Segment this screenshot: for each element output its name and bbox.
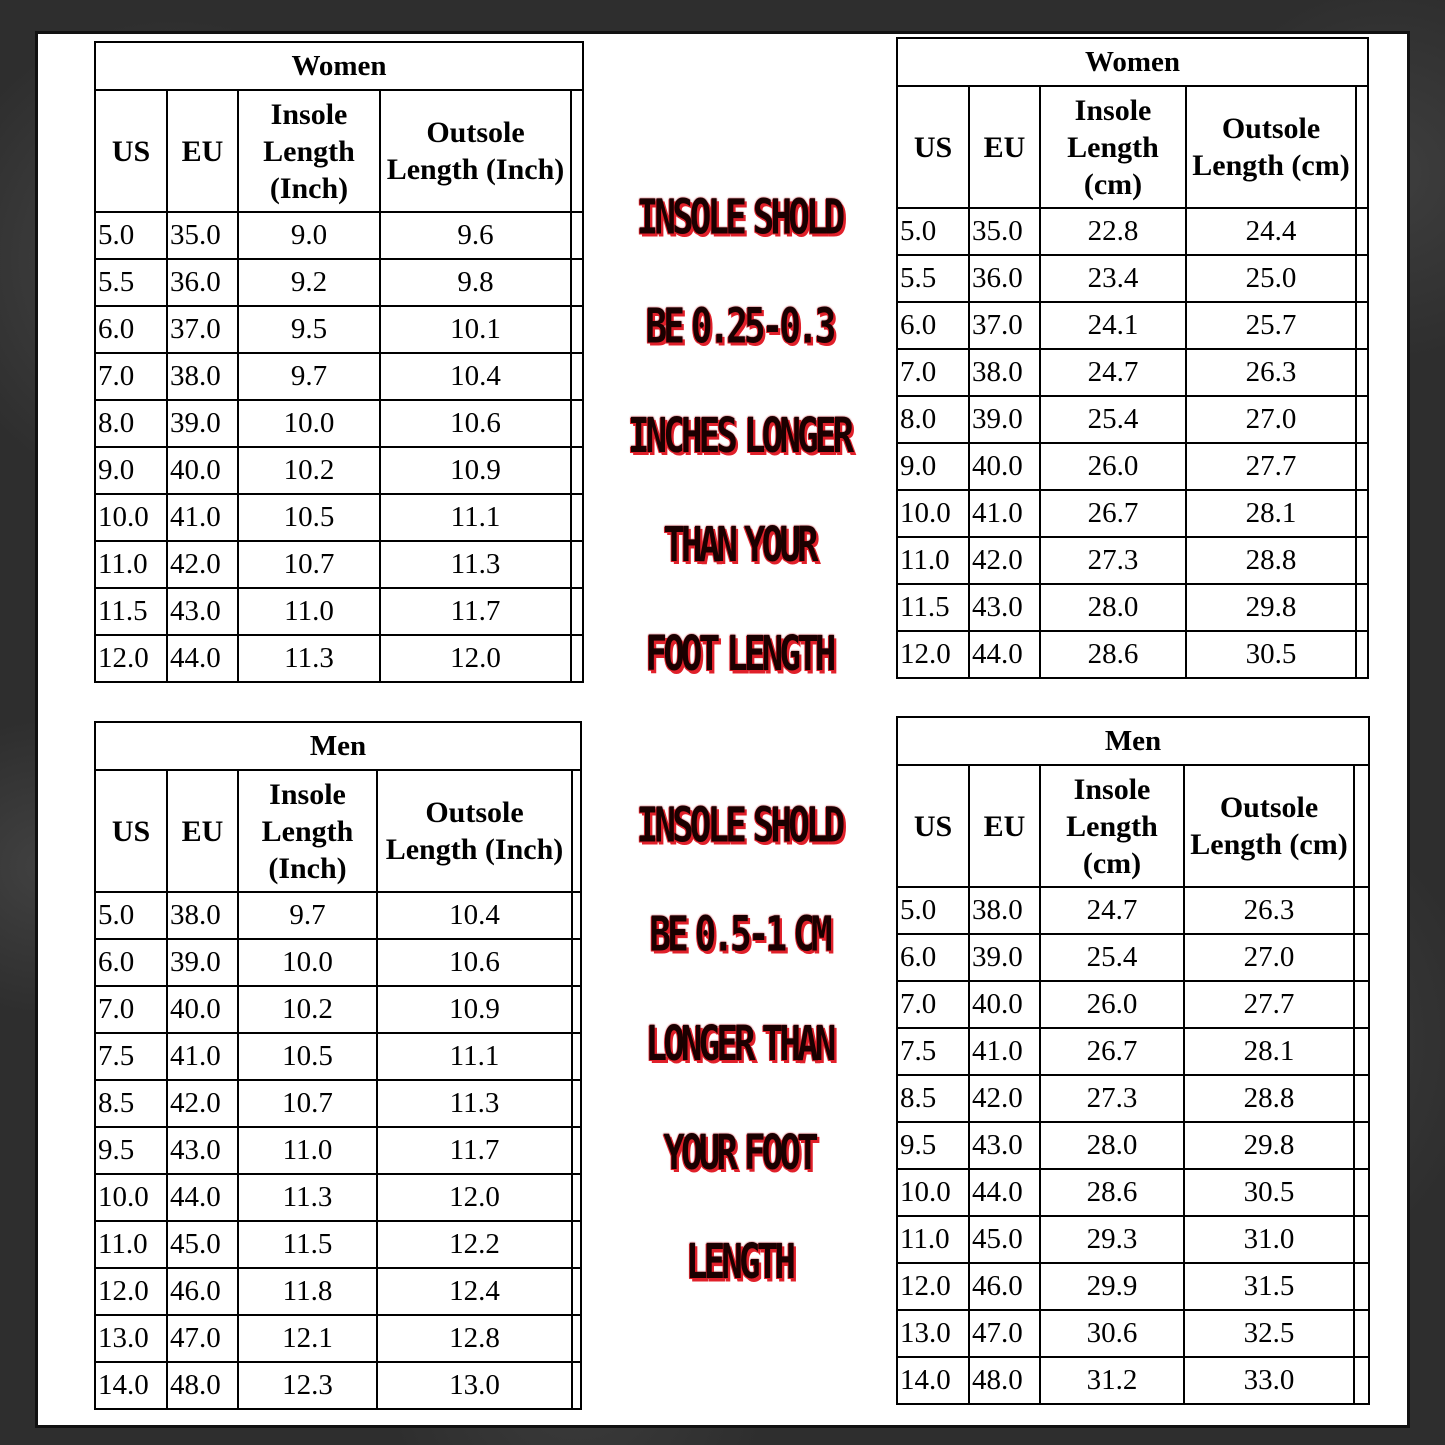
cell-outsole-length: 10.6: [380, 400, 571, 447]
table-row: [95, 635, 583, 682]
table-row: [897, 349, 1368, 396]
table-edge-cell: [1354, 1310, 1369, 1357]
table-row: [897, 1028, 1369, 1075]
cell-us-size: 11.5: [95, 588, 167, 635]
cell-insole-length: 27.3: [1040, 537, 1186, 584]
table-row: [95, 1080, 581, 1127]
cell-eu-size: 39.0: [167, 400, 238, 447]
table-row: [95, 447, 583, 494]
cell-us-size: 5.5: [897, 255, 969, 302]
cell-insole-length: 28.0: [1040, 584, 1186, 631]
cell-insole-length: 10.2: [238, 986, 377, 1033]
cell-us-size: 6.0: [897, 934, 969, 981]
cell-outsole-length: 27.0: [1184, 934, 1354, 981]
header-insole-length: Insole Length (Inch): [238, 770, 377, 892]
cell-us-size: 10.0: [95, 494, 167, 541]
cell-insole-length: 26.0: [1040, 981, 1184, 1028]
cell-outsole-length: 27.7: [1186, 443, 1356, 490]
header-outsole-length: Outsole Length (Inch): [380, 90, 571, 212]
cell-eu-size: 42.0: [167, 541, 238, 588]
cell-insole-length: 24.7: [1040, 349, 1186, 396]
table-edge-cell: [1356, 490, 1368, 537]
cell-us-size: 10.0: [897, 1169, 969, 1216]
cell-outsole-length: 11.7: [380, 588, 571, 635]
cell-eu-size: 44.0: [167, 1174, 238, 1221]
cell-us-size: 7.0: [897, 981, 969, 1028]
cell-insole-length: 10.5: [238, 494, 380, 541]
cell-insole-length: 30.6: [1040, 1310, 1184, 1357]
header-insole-length: Insole Length (Inch): [238, 90, 380, 212]
table-row: [95, 541, 583, 588]
cell-us-size: 9.0: [897, 443, 969, 490]
table-edge-column: [1354, 765, 1369, 887]
cell-insole-length: 29.9: [1040, 1263, 1184, 1310]
cell-insole-length: 12.1: [238, 1315, 377, 1362]
table-edge-cell: [1354, 1169, 1369, 1216]
cell-eu-size: 39.0: [969, 934, 1040, 981]
table-edge-cell: [1354, 1028, 1369, 1075]
cell-insole-length: 10.7: [238, 1080, 377, 1127]
table-edge-cell: [571, 494, 583, 541]
cell-eu-size: 41.0: [969, 1028, 1040, 1075]
cell-outsole-length: 10.9: [377, 986, 572, 1033]
cell-eu-size: 46.0: [969, 1263, 1040, 1310]
note-line: LENGTH: [685, 1233, 793, 1290]
note-line: BE 0.5-1 CM: [649, 905, 829, 963]
cell-us-size: 13.0: [95, 1315, 167, 1362]
note-line: INCHES LONGER: [627, 406, 851, 464]
table-row: [897, 255, 1368, 302]
cell-outsole-length: 28.1: [1184, 1028, 1354, 1075]
cell-us-size: 14.0: [95, 1362, 167, 1409]
table-edge-cell: [1356, 631, 1368, 678]
cell-eu-size: 46.0: [167, 1268, 238, 1315]
cell-eu-size: 35.0: [167, 212, 238, 259]
cell-eu-size: 48.0: [167, 1362, 238, 1409]
cell-us-size: 12.0: [95, 1268, 167, 1315]
cell-insole-length: 25.4: [1040, 396, 1186, 443]
table-row: [897, 1310, 1369, 1357]
table-edge-cell: [571, 541, 583, 588]
cell-insole-length: 28.6: [1040, 1169, 1184, 1216]
cell-us-size: 7.5: [897, 1028, 969, 1075]
cell-outsole-length: 13.0: [377, 1362, 572, 1409]
table-edge-cell: [1356, 537, 1368, 584]
cell-us-size: 11.0: [897, 537, 969, 584]
table-edge-column: [572, 770, 581, 892]
cell-outsole-length: 10.9: [380, 447, 571, 494]
table-row: [897, 934, 1369, 981]
cell-us-size: 13.0: [897, 1310, 969, 1357]
table-edge-cell: [571, 353, 583, 400]
cell-us-size: 5.5: [95, 259, 167, 306]
cell-us-size: 8.5: [95, 1080, 167, 1127]
table-edge-cell: [572, 1362, 581, 1409]
cell-outsole-length: 27.7: [1184, 981, 1354, 1028]
cell-outsole-length: 9.6: [380, 212, 571, 259]
table-edge-cell: [1356, 584, 1368, 631]
table-edge-cell: [572, 1221, 581, 1268]
cell-outsole-length: 10.1: [380, 306, 571, 353]
header-us: US: [897, 86, 969, 208]
cell-outsole-length: 12.8: [377, 1315, 572, 1362]
cell-eu-size: 44.0: [167, 635, 238, 682]
cell-insole-length: 9.2: [238, 259, 380, 306]
inch-fit-note: [622, 162, 856, 708]
cell-insole-length: 26.7: [1040, 490, 1186, 537]
cell-eu-size: 43.0: [969, 1122, 1040, 1169]
cell-outsole-length: 29.8: [1184, 1122, 1354, 1169]
cell-outsole-length: 11.1: [380, 494, 571, 541]
cell-outsole-length: 28.8: [1186, 537, 1356, 584]
cell-insole-length: 10.0: [238, 400, 380, 447]
cell-us-size: 7.0: [95, 353, 167, 400]
table-edge-cell: [571, 400, 583, 447]
cell-eu-size: 42.0: [969, 537, 1040, 584]
table-row: [95, 1221, 581, 1268]
cell-outsole-length: 31.0: [1184, 1216, 1354, 1263]
header-insole-length: Insole Length (cm): [1040, 765, 1184, 887]
cell-outsole-length: 28.1: [1186, 490, 1356, 537]
cell-outsole-length: 28.8: [1184, 1075, 1354, 1122]
header-eu: EU: [167, 90, 238, 212]
table-row: [897, 1169, 1369, 1216]
table-edge-cell: [1356, 396, 1368, 443]
cell-insole-length: 24.1: [1040, 302, 1186, 349]
cell-insole-length: 29.3: [1040, 1216, 1184, 1263]
note-line: LONGER THAN: [645, 1014, 833, 1072]
cell-insole-length: 9.7: [238, 353, 380, 400]
cell-insole-length: 25.4: [1040, 934, 1184, 981]
women-inch-size-table: [94, 41, 584, 683]
table-title: Men: [95, 722, 581, 770]
table-edge-cell: [1354, 1075, 1369, 1122]
table-row: [95, 1315, 581, 1362]
table-edge-cell: [572, 1033, 581, 1080]
table-row: [95, 939, 581, 986]
women-cm-size-table: [896, 37, 1369, 679]
table-row: [897, 631, 1368, 678]
cell-outsole-length: 30.5: [1186, 631, 1356, 678]
cell-outsole-length: 29.8: [1186, 584, 1356, 631]
cell-insole-length: 10.7: [238, 541, 380, 588]
cell-outsole-length: 32.5: [1184, 1310, 1354, 1357]
note-line: INSOLE SHOLD: [636, 188, 842, 245]
header-us: US: [897, 765, 969, 887]
cell-outsole-length: 24.4: [1186, 208, 1356, 255]
table-title: Women: [95, 42, 583, 90]
cell-outsole-length: 11.7: [377, 1127, 572, 1174]
cell-us-size: 14.0: [897, 1357, 969, 1404]
table-row: [95, 212, 583, 259]
cell-eu-size: 38.0: [969, 887, 1040, 934]
cell-eu-size: 39.0: [167, 939, 238, 986]
cell-eu-size: 37.0: [167, 306, 238, 353]
cm-fit-note: [622, 770, 856, 1316]
table-edge-cell: [1354, 1263, 1369, 1310]
cell-eu-size: 35.0: [969, 208, 1040, 255]
table-body: [95, 212, 583, 682]
table-edge-cell: [572, 1174, 581, 1221]
table-edge-cell: [572, 1268, 581, 1315]
cell-us-size: 8.0: [897, 396, 969, 443]
cell-eu-size: 44.0: [969, 631, 1040, 678]
table-edge-cell: [571, 306, 583, 353]
cell-us-size: 5.0: [897, 887, 969, 934]
cell-us-size: 10.0: [897, 490, 969, 537]
table-edge-cell: [1354, 1216, 1369, 1263]
cell-insole-length: 11.0: [238, 1127, 377, 1174]
cell-eu-size: 41.0: [167, 494, 238, 541]
table-row: [897, 537, 1368, 584]
cell-outsole-length: 11.1: [377, 1033, 572, 1080]
cell-insole-length: 11.0: [238, 588, 380, 635]
cell-outsole-length: 26.3: [1186, 349, 1356, 396]
cell-eu-size: 47.0: [167, 1315, 238, 1362]
table-body: [897, 208, 1368, 678]
note-line: FOOT LENGTH: [645, 625, 833, 682]
table-edge-cell: [1356, 443, 1368, 490]
table-edge-cell: [571, 259, 583, 306]
table-row: [95, 892, 581, 939]
note-line: YOUR FOOT: [663, 1123, 815, 1181]
table-edge-cell: [1356, 255, 1368, 302]
cell-eu-size: 47.0: [969, 1310, 1040, 1357]
cell-insole-length: 10.5: [238, 1033, 377, 1080]
table-row: [897, 1357, 1369, 1404]
note-line: BE 0.25-0.3: [645, 297, 833, 355]
note-line: THAN YOUR: [663, 515, 815, 573]
table-row: [897, 1122, 1369, 1169]
cell-eu-size: 39.0: [969, 396, 1040, 443]
table-edge-column: [571, 90, 583, 212]
table-edge-cell: [571, 447, 583, 494]
table-row: [897, 443, 1368, 490]
table-row: [897, 1263, 1369, 1310]
cell-us-size: 10.0: [95, 1174, 167, 1221]
header-outsole-length: Outsole Length (cm): [1184, 765, 1354, 887]
cell-outsole-length: 11.3: [380, 541, 571, 588]
header-eu: EU: [167, 770, 238, 892]
cell-eu-size: 41.0: [969, 490, 1040, 537]
cell-outsole-length: 10.6: [377, 939, 572, 986]
table-edge-cell: [571, 635, 583, 682]
table-edge-cell: [1354, 1357, 1369, 1404]
cell-outsole-length: 33.0: [1184, 1357, 1354, 1404]
cell-outsole-length: 12.0: [380, 635, 571, 682]
cell-us-size: 6.0: [95, 939, 167, 986]
header-outsole-length: Outsole Length (cm): [1186, 86, 1356, 208]
table-edge-cell: [1354, 887, 1369, 934]
table-row: [897, 584, 1368, 631]
cell-insole-length: 28.0: [1040, 1122, 1184, 1169]
header-us: US: [95, 90, 167, 212]
table-row: [95, 306, 583, 353]
cell-insole-length: 23.4: [1040, 255, 1186, 302]
cell-eu-size: 38.0: [969, 349, 1040, 396]
cell-insole-length: 22.8: [1040, 208, 1186, 255]
table-row: [95, 400, 583, 447]
table-edge-cell: [572, 1080, 581, 1127]
table-edge-cell: [1356, 208, 1368, 255]
table-body: [897, 887, 1369, 1404]
table-title: Men: [897, 717, 1369, 765]
note-line: INSOLE SHOLD: [636, 796, 842, 853]
cell-eu-size: 40.0: [969, 981, 1040, 1028]
table-row: [95, 259, 583, 306]
table-row: [897, 396, 1368, 443]
cell-us-size: 7.0: [95, 986, 167, 1033]
cell-eu-size: 43.0: [969, 584, 1040, 631]
cell-eu-size: 41.0: [167, 1033, 238, 1080]
cell-outsole-length: 26.3: [1184, 887, 1354, 934]
cell-insole-length: 12.3: [238, 1362, 377, 1409]
table-row: [897, 1216, 1369, 1263]
header-eu: EU: [969, 86, 1040, 208]
men-cm-size-table: [896, 716, 1370, 1405]
cell-outsole-length: 10.4: [380, 353, 571, 400]
cell-insole-length: 26.0: [1040, 443, 1186, 490]
cell-eu-size: 45.0: [969, 1216, 1040, 1263]
cell-eu-size: 38.0: [167, 892, 238, 939]
cell-eu-size: 44.0: [969, 1169, 1040, 1216]
cell-us-size: 11.0: [897, 1216, 969, 1263]
table-edge-column: [1356, 86, 1368, 208]
cell-insole-length: 10.2: [238, 447, 380, 494]
table-row: [897, 208, 1368, 255]
cell-us-size: 11.5: [897, 584, 969, 631]
cell-insole-length: 26.7: [1040, 1028, 1184, 1075]
table-row: [95, 494, 583, 541]
cell-eu-size: 40.0: [969, 443, 1040, 490]
table-row: [95, 588, 583, 635]
table-edge-cell: [571, 212, 583, 259]
header-insole-length: Insole Length (cm): [1040, 86, 1186, 208]
cell-eu-size: 43.0: [167, 588, 238, 635]
cell-us-size: 6.0: [897, 302, 969, 349]
men-inch-size-table: [94, 721, 582, 1410]
cell-eu-size: 43.0: [167, 1127, 238, 1174]
table-edge-cell: [1356, 349, 1368, 396]
cell-us-size: 12.0: [897, 631, 969, 678]
table-row: [897, 887, 1369, 934]
cell-us-size: 8.5: [897, 1075, 969, 1122]
cell-us-size: 5.0: [95, 212, 167, 259]
cell-us-size: 12.0: [95, 635, 167, 682]
table-row: [95, 1033, 581, 1080]
cell-us-size: 5.0: [897, 208, 969, 255]
header-outsole-length: Outsole Length (Inch): [377, 770, 572, 892]
table-edge-cell: [572, 1315, 581, 1362]
table-row: [95, 1362, 581, 1409]
cell-us-size: 7.5: [95, 1033, 167, 1080]
table-edge-cell: [572, 1127, 581, 1174]
cell-us-size: 9.0: [95, 447, 167, 494]
cell-insole-length: 24.7: [1040, 887, 1184, 934]
cell-insole-length: 11.8: [238, 1268, 377, 1315]
cell-outsole-length: 25.7: [1186, 302, 1356, 349]
header-us: US: [95, 770, 167, 892]
table-row: [897, 302, 1368, 349]
cell-eu-size: 36.0: [167, 259, 238, 306]
cell-insole-length: 9.7: [238, 892, 377, 939]
table-row: [95, 1268, 581, 1315]
table-title: Women: [897, 38, 1368, 86]
cell-eu-size: 48.0: [969, 1357, 1040, 1404]
table-edge-cell: [572, 939, 581, 986]
table-edge-cell: [571, 588, 583, 635]
cell-eu-size: 45.0: [167, 1221, 238, 1268]
cell-outsole-length: 9.8: [380, 259, 571, 306]
cell-insole-length: 11.3: [238, 1174, 377, 1221]
cell-us-size: 9.5: [95, 1127, 167, 1174]
table-row: [95, 1127, 581, 1174]
cell-eu-size: 40.0: [167, 986, 238, 1033]
cell-outsole-length: 30.5: [1184, 1169, 1354, 1216]
cell-outsole-length: 11.3: [377, 1080, 572, 1127]
cell-insole-length: 9.5: [238, 306, 380, 353]
cell-eu-size: 42.0: [969, 1075, 1040, 1122]
cell-us-size: 9.5: [897, 1122, 969, 1169]
cell-eu-size: 36.0: [969, 255, 1040, 302]
cell-us-size: 12.0: [897, 1263, 969, 1310]
table-row: [897, 490, 1368, 537]
cell-us-size: 11.0: [95, 541, 167, 588]
cell-outsole-length: 25.0: [1186, 255, 1356, 302]
cell-outsole-length: 12.0: [377, 1174, 572, 1221]
cell-us-size: 8.0: [95, 400, 167, 447]
cell-outsole-length: 12.4: [377, 1268, 572, 1315]
table-row: [897, 981, 1369, 1028]
table-edge-cell: [1354, 934, 1369, 981]
cell-insole-length: 9.0: [238, 212, 380, 259]
cell-us-size: 5.0: [95, 892, 167, 939]
cell-eu-size: 37.0: [969, 302, 1040, 349]
table-edge-cell: [1354, 1122, 1369, 1169]
cell-insole-length: 11.5: [238, 1221, 377, 1268]
cell-eu-size: 40.0: [167, 447, 238, 494]
cell-insole-length: 11.3: [238, 635, 380, 682]
cell-insole-length: 27.3: [1040, 1075, 1184, 1122]
table-row: [95, 353, 583, 400]
cell-us-size: 6.0: [95, 306, 167, 353]
cell-insole-length: 10.0: [238, 939, 377, 986]
table-edge-cell: [1356, 302, 1368, 349]
cell-outsole-length: 27.0: [1186, 396, 1356, 443]
table-body: [95, 892, 581, 1409]
table-row: [897, 1075, 1369, 1122]
table-edge-cell: [572, 986, 581, 1033]
cell-us-size: 11.0: [95, 1221, 167, 1268]
cell-outsole-length: 31.5: [1184, 1263, 1354, 1310]
header-eu: EU: [969, 765, 1040, 887]
cell-insole-length: 28.6: [1040, 631, 1186, 678]
cell-outsole-length: 10.4: [377, 892, 572, 939]
cell-us-size: 7.0: [897, 349, 969, 396]
table-edge-cell: [572, 892, 581, 939]
table-row: [95, 986, 581, 1033]
table-edge-cell: [1354, 981, 1369, 1028]
cell-insole-length: 31.2: [1040, 1357, 1184, 1404]
cell-outsole-length: 12.2: [377, 1221, 572, 1268]
cell-eu-size: 42.0: [167, 1080, 238, 1127]
table-row: [95, 1174, 581, 1221]
cell-eu-size: 38.0: [167, 353, 238, 400]
